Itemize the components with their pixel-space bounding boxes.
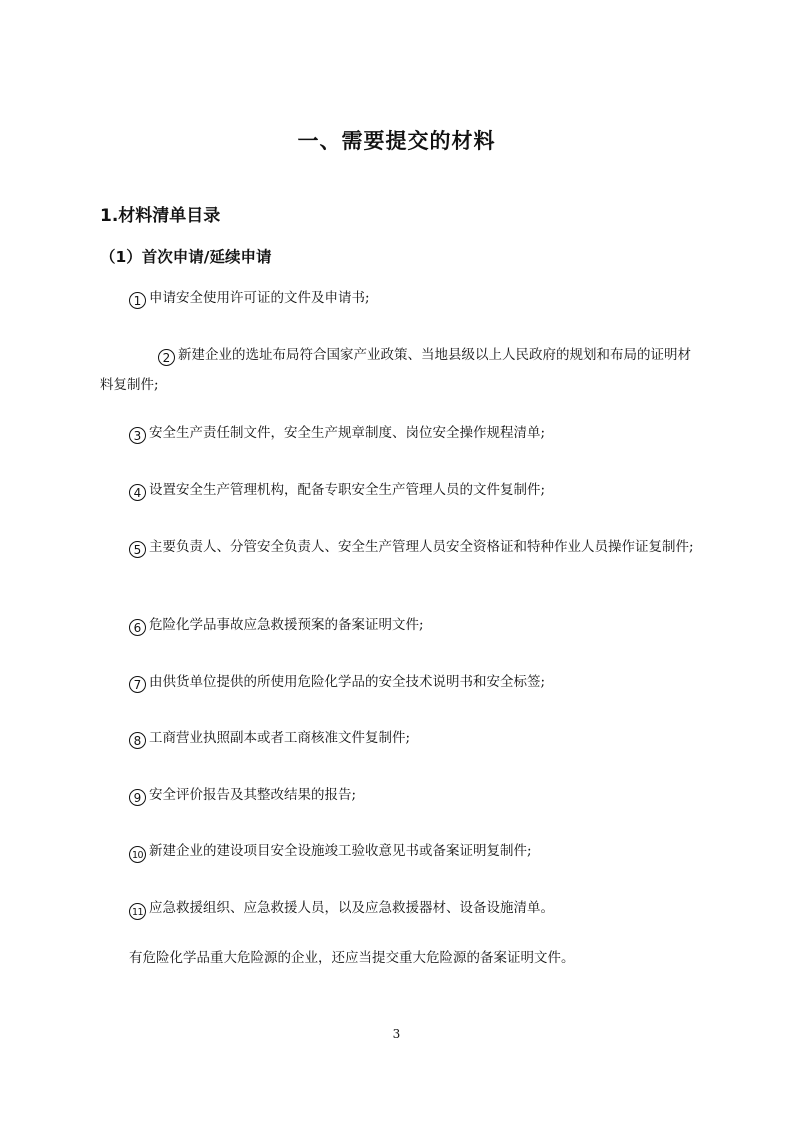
item-number: 1 [129, 292, 146, 309]
note-paragraph: 有危险化学品重大危险源的企业，还应当提交重大危险源的备案证明文件。 [129, 950, 575, 966]
item-text: 申请安全使用许可证的文件及申请书; [149, 290, 370, 306]
list-item [100, 418, 700, 448]
item-text: 应急救援组织、应急救援人员，以及应急救援器材、设备设施清单。 [149, 900, 554, 916]
item-number: 11 [129, 903, 146, 920]
item-text: 由供货单位提供的所使用危险化学品的安全技术说明书和安全标签; [149, 674, 546, 690]
list-item [100, 893, 700, 923]
list-item [100, 283, 700, 313]
item-text: 安全评价报告及其整改结果的报告; [149, 787, 357, 803]
page-title: 一、需要提交的材料 [297, 129, 496, 153]
item-text: 安全生产责任制文件，安全生产规章制度、岗位安全操作规程清单; [149, 425, 546, 441]
item-text: 新建企业的建设项目安全设施竣工验收意见书或备案证明复制件; [149, 843, 532, 859]
list-item [100, 610, 700, 640]
item-text: 工商营业执照副本或者工商核准文件复制件; [149, 730, 411, 746]
item-text: 危险化学品事故应急救援预案的备案证明文件; [149, 617, 424, 633]
page-number: 3 [392, 1027, 401, 1041]
list-item [100, 667, 700, 697]
list-item [100, 475, 700, 505]
item-number: 6 [129, 619, 146, 636]
item-text: 设置安全生产管理机构，配备专职安全生产管理人员的文件复制件; [149, 482, 546, 498]
item-number: 9 [129, 789, 146, 806]
list-item [100, 836, 700, 866]
list-item [100, 532, 700, 562]
item-number: 7 [129, 676, 146, 693]
item-number: 2 [158, 349, 175, 366]
list-item [100, 723, 700, 753]
item-text: 新建企业的选址布局符合国家产业政策、当地县级以上人民政府的规划和布局的证明材料复制件; [100, 347, 691, 393]
item-text: 主要负责人、分管安全负责人、安全生产管理人员安全资格证和特种作业人员操作证复制件; [149, 539, 694, 555]
item-number: 5 [129, 541, 146, 558]
item-number: 8 [129, 732, 146, 749]
list-item [100, 340, 700, 400]
item-number: 4 [129, 484, 146, 501]
list-item [100, 780, 700, 810]
item-number: 10 [129, 846, 146, 863]
item-number: 3 [129, 427, 146, 444]
section-heading: 1.材料清单目录 [100, 206, 221, 226]
subsection-heading: （1）首次申请/延续申请 [100, 248, 272, 266]
